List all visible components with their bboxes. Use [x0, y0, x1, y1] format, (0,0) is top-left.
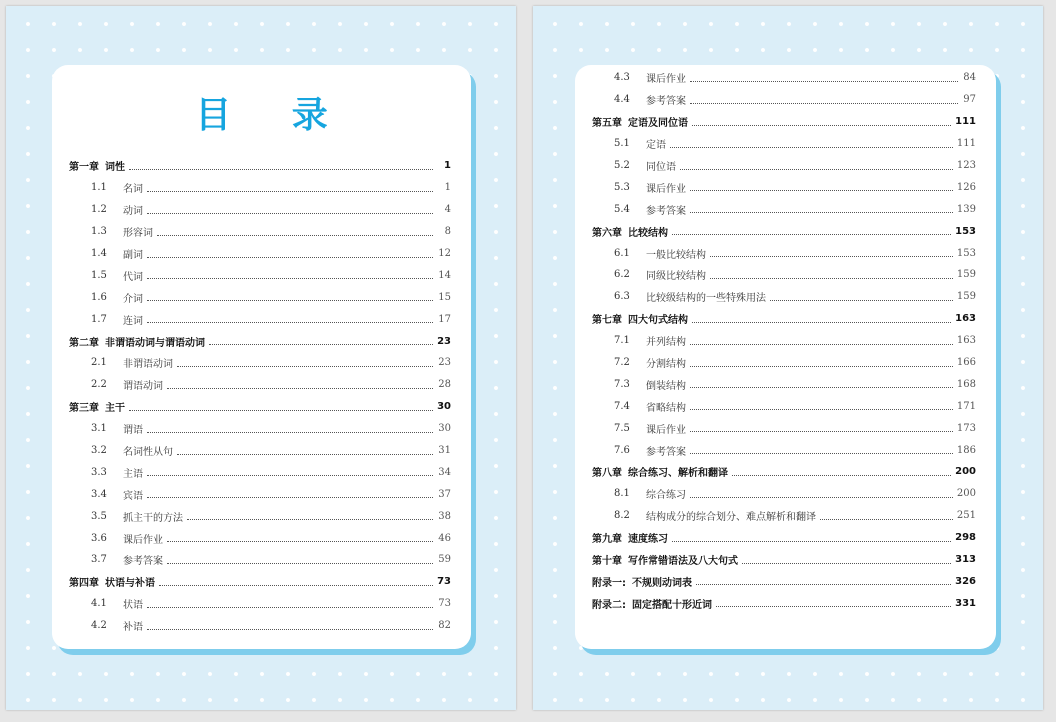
entry-title: 课后作业	[646, 424, 686, 436]
dot-leader	[147, 256, 433, 258]
entry-title: 结构成分的综合划分、难点解析和翻译	[646, 512, 816, 524]
toc-chapter-entry[interactable]	[69, 571, 451, 593]
entry-number: 3.5	[91, 510, 107, 522]
entry-title: 同级比较结构	[646, 271, 706, 283]
entry-page-number: 166	[956, 357, 976, 369]
entry-page-number: 163	[955, 313, 976, 325]
entry-title: 综合练习、解析和翻译	[628, 468, 728, 480]
entry-page-number: 17	[438, 313, 451, 325]
dot-leader	[147, 190, 433, 192]
entry-title: 并列结构	[646, 337, 686, 349]
entry-page-number: 15	[438, 291, 451, 303]
toc-chapter-entry[interactable]	[69, 155, 451, 177]
toc-section-entry[interactable]	[69, 549, 451, 571]
entry-number: 第一章	[69, 162, 99, 174]
entry-page-number: 200	[956, 488, 976, 500]
dot-leader	[129, 409, 433, 411]
toc-section-entry[interactable]	[592, 505, 976, 527]
entry-page-number: 111	[956, 138, 976, 150]
entry-page-number: 168	[956, 378, 976, 390]
entry-number: 6.2	[614, 269, 630, 281]
dot-leader	[147, 431, 433, 433]
entry-page-number: 4	[444, 204, 451, 216]
entry-page-number: 139	[956, 203, 976, 215]
entry-page-number: 14	[438, 269, 451, 281]
entry-number: 1.3	[91, 226, 107, 238]
dot-leader	[670, 146, 953, 148]
entry-page-number: 37	[438, 488, 451, 500]
entry-title: 谓语动词	[123, 381, 163, 393]
toc-section-entry[interactable]	[592, 417, 976, 439]
entry-number: 7.6	[614, 444, 630, 456]
dot-leader	[680, 168, 953, 170]
entry-title: 课后作业	[646, 74, 686, 86]
entry-number: 3.6	[91, 532, 107, 544]
entry-page-number: 1	[444, 160, 451, 172]
entry-title: 课后作业	[123, 534, 163, 546]
entry-page-number: 159	[956, 291, 976, 303]
entry-title: 词性	[105, 162, 125, 174]
entry-page-number: 159	[956, 269, 976, 281]
entry-page-number: 97	[963, 94, 976, 106]
entry-number: 1.6	[91, 291, 107, 303]
entry-number: 第七章	[592, 315, 622, 327]
entry-page-number: 46	[438, 532, 451, 544]
toc-chapter-entry[interactable]	[592, 549, 976, 571]
entry-title: 综合练习	[646, 490, 686, 502]
dot-leader	[690, 386, 953, 388]
entry-title: 固定搭配十形近词	[632, 599, 712, 611]
entry-page-number: 31	[438, 445, 451, 457]
dot-leader	[147, 277, 433, 279]
entry-number: 3.3	[91, 466, 107, 478]
entry-number: 7.1	[614, 335, 630, 347]
dot-leader	[690, 452, 953, 454]
toc-section-entry[interactable]	[592, 439, 976, 461]
dot-leader	[690, 189, 953, 191]
entry-title: 四大句式结构	[628, 315, 688, 327]
dot-leader	[177, 365, 433, 367]
entry-title: 主语	[123, 468, 143, 480]
entry-page-number: 111	[955, 116, 976, 128]
entry-title: 不规则动词表	[632, 577, 692, 589]
dot-leader	[710, 277, 953, 279]
entry-number: 8.1	[614, 488, 630, 500]
entry-page-number: 326	[955, 575, 976, 587]
entry-title: 非谓语动词	[123, 359, 173, 371]
entry-title: 比较结构	[628, 227, 668, 239]
entry-number: 第四章	[69, 578, 99, 590]
entry-number: 4.2	[91, 620, 107, 632]
entry-number: 5.3	[614, 181, 630, 193]
entry-number: 3.7	[91, 554, 107, 566]
entry-number: 第五章	[592, 118, 622, 130]
toc-chapter-entry[interactable]	[592, 592, 976, 614]
toc-section-entry[interactable]	[592, 352, 976, 374]
entry-title: 分割结构	[646, 359, 686, 371]
entry-page-number: 251	[956, 510, 976, 522]
entry-number: 8.2	[614, 510, 630, 522]
dot-leader	[710, 255, 953, 257]
toc-section-entry[interactable]	[69, 221, 451, 243]
toc-section-entry[interactable]	[592, 89, 976, 111]
entry-title: 状语与补语	[105, 578, 155, 590]
toc-section-entry[interactable]	[69, 177, 451, 199]
entry-title: 宾语	[123, 490, 143, 502]
dot-leader	[696, 583, 951, 585]
entry-page-number: 313	[955, 554, 976, 566]
dot-leader	[147, 321, 433, 323]
entry-page-number: 186	[956, 444, 976, 456]
dot-leader	[157, 234, 433, 236]
entry-page-number: 126	[956, 181, 976, 193]
toc-section-entry[interactable]	[69, 264, 451, 286]
toc-section-entry[interactable]	[592, 133, 976, 155]
entry-title: 参考答案	[646, 96, 686, 108]
toc-section-entry[interactable]	[69, 199, 451, 221]
entry-number: 1.7	[91, 313, 107, 325]
toc-section-entry[interactable]	[69, 308, 451, 330]
dot-leader	[672, 233, 951, 235]
toc-chapter-entry[interactable]	[592, 111, 976, 133]
toc-section-entry[interactable]	[69, 483, 451, 505]
dot-leader	[690, 430, 953, 432]
toc-list-right	[592, 67, 976, 614]
toc-section-entry[interactable]	[69, 505, 451, 527]
entry-title: 抓主干的方法	[123, 512, 183, 524]
entry-title: 同位语	[646, 162, 676, 173]
entry-page-number: 23	[437, 335, 451, 347]
entry-title: 比较级结构的一些特殊用法	[646, 293, 766, 305]
dot-leader	[820, 518, 953, 520]
entry-number: 3.2	[91, 445, 107, 457]
toc-section-entry[interactable]	[69, 418, 451, 440]
toc-section-entry[interactable]	[69, 615, 451, 637]
entry-page-number: 59	[438, 554, 451, 566]
toc-section-entry[interactable]	[592, 330, 976, 352]
entry-number: 第二章	[69, 337, 99, 349]
entry-page-number: 1	[444, 182, 451, 194]
toc-section-entry[interactable]	[69, 593, 451, 615]
entry-number: 1.2	[91, 204, 107, 216]
entry-number: 附录二:	[592, 599, 626, 611]
entry-page-number: 84	[963, 72, 976, 84]
dot-leader	[690, 211, 953, 213]
entry-title: 谓语	[123, 425, 143, 437]
entry-title: 形容词	[123, 228, 153, 240]
entry-number: 6.3	[614, 291, 630, 303]
toc-section-entry[interactable]	[69, 352, 451, 374]
dot-leader	[690, 80, 958, 82]
toc-list-left	[69, 155, 451, 637]
entry-page-number: 34	[438, 466, 451, 478]
toc-section-entry[interactable]	[592, 176, 976, 198]
toc-section-entry[interactable]	[69, 440, 451, 462]
toc-chapter-entry[interactable]	[592, 570, 976, 592]
toc-section-entry[interactable]	[69, 527, 451, 549]
entry-title: 主干	[105, 403, 125, 415]
entry-number: 4.3	[614, 72, 630, 84]
entry-page-number: 82	[438, 620, 451, 632]
entry-number: 第六章	[592, 227, 622, 239]
toc-card-left	[52, 65, 471, 649]
entry-number: 4.4	[614, 94, 630, 106]
entry-page-number: 12	[438, 248, 451, 259]
dot-leader	[147, 212, 433, 214]
entry-page-number: 73	[438, 598, 451, 610]
entry-title: 连词	[123, 315, 143, 327]
dot-leader	[167, 562, 433, 564]
toc-card-right	[575, 65, 996, 649]
entry-number: 5.1	[614, 138, 630, 150]
entry-number: 2.1	[91, 357, 107, 369]
toc-section-entry[interactable]	[592, 242, 976, 264]
entry-page-number: 153	[955, 225, 976, 237]
dot-leader	[147, 606, 433, 608]
entry-title: 非谓语动词与谓语动词	[105, 337, 205, 349]
dot-leader	[742, 562, 951, 564]
entry-number: 4.1	[91, 598, 107, 610]
left-page	[6, 6, 516, 710]
entry-page-number: 163	[956, 335, 976, 347]
entry-page-number: 30	[437, 401, 451, 413]
entry-title: 代词	[123, 271, 143, 283]
toc-chapter-entry[interactable]	[592, 527, 976, 549]
entry-title: 补语	[123, 622, 143, 634]
entry-number: 第三章	[69, 403, 99, 415]
entry-page-number: 200	[955, 466, 976, 478]
entry-page-number: 331	[955, 597, 976, 609]
entry-title: 介词	[123, 293, 143, 305]
entry-page-number: 298	[955, 532, 976, 544]
entry-page-number: 173	[956, 422, 976, 434]
toc-chapter-entry[interactable]	[592, 461, 976, 483]
dot-leader	[147, 496, 433, 498]
entry-title: 动词	[123, 206, 143, 218]
entry-page-number: 30	[438, 423, 451, 435]
dot-leader	[690, 408, 953, 410]
entry-page-number: 38	[438, 510, 451, 522]
dot-leader	[147, 474, 433, 476]
entry-title: 课后作业	[646, 183, 686, 195]
entry-number: 7.4	[614, 400, 630, 412]
entry-page-number: 8	[444, 226, 451, 238]
entry-title: 副词	[123, 250, 143, 261]
dot-leader	[692, 321, 951, 323]
dot-leader	[209, 343, 433, 345]
entry-page-number: 23	[438, 357, 451, 369]
toc-chapter-entry[interactable]	[69, 396, 451, 418]
dot-leader	[672, 540, 951, 542]
entry-title: 速度练习	[628, 534, 668, 546]
dot-leader	[167, 540, 433, 542]
toc-section-entry[interactable]	[69, 243, 451, 265]
entry-title: 省略结构	[646, 402, 686, 414]
entry-number: 5.4	[614, 203, 630, 215]
entry-number: 第八章	[592, 468, 622, 480]
entry-number: 第九章	[592, 534, 622, 546]
entry-page-number: 153	[956, 247, 976, 259]
entry-title: 参考答案	[646, 205, 686, 217]
right-page	[533, 6, 1043, 710]
toc-chapter-entry[interactable]	[592, 308, 976, 330]
entry-number: 5.2	[614, 160, 630, 171]
toc-section-entry[interactable]	[69, 286, 451, 308]
toc-section-entry[interactable]	[592, 67, 976, 89]
entry-number: 1.1	[91, 182, 107, 194]
toc-section-entry[interactable]	[69, 461, 451, 483]
dot-leader	[177, 453, 433, 455]
toc-section-entry[interactable]	[592, 483, 976, 505]
dot-leader	[167, 387, 433, 389]
entry-page-number: 171	[956, 400, 976, 412]
entry-number: 3.1	[91, 423, 107, 435]
entry-title: 参考答案	[123, 556, 163, 568]
entry-title: 参考答案	[646, 446, 686, 458]
entry-title: 定语	[646, 140, 666, 152]
dot-leader	[187, 518, 433, 520]
dot-leader	[690, 102, 958, 104]
dot-leader	[770, 299, 953, 301]
entry-number: 3.4	[91, 488, 107, 500]
dot-leader	[716, 605, 951, 607]
dot-leader	[159, 584, 433, 586]
dot-leader	[690, 496, 953, 498]
entry-number: 7.2	[614, 357, 630, 369]
dot-leader	[692, 124, 951, 126]
entry-number: 6.1	[614, 247, 630, 259]
toc-chapter-entry[interactable]	[69, 330, 451, 352]
entry-number: 第十章	[592, 556, 622, 568]
toc-section-entry[interactable]	[69, 374, 451, 396]
toc-section-entry[interactable]	[592, 198, 976, 220]
entry-number: 7.3	[614, 378, 630, 390]
dot-leader	[147, 628, 433, 630]
entry-number: 7.5	[614, 422, 630, 434]
entry-number: 2.2	[91, 379, 107, 391]
toc-chapter-entry[interactable]	[592, 220, 976, 242]
dot-leader	[690, 365, 953, 367]
entry-number: 附录一:	[592, 577, 626, 589]
dot-leader	[732, 474, 951, 476]
entry-title: 状语	[123, 600, 143, 612]
toc-section-entry[interactable]	[592, 286, 976, 308]
toc-section-entry[interactable]	[592, 264, 976, 286]
entry-title: 定语及同位语	[628, 118, 688, 130]
entry-number: 1.5	[91, 269, 107, 281]
entry-page-number: 28	[438, 379, 451, 391]
entry-title: 名词性从句	[123, 447, 173, 459]
dot-leader	[129, 168, 433, 170]
entry-title: 倒装结构	[646, 380, 686, 392]
dot-leader	[147, 299, 433, 301]
entry-page-number: 123	[956, 160, 976, 171]
entry-title: 写作常错语法及八大句式	[628, 556, 738, 568]
dot-leader	[690, 343, 953, 345]
entry-title: 名词	[123, 184, 143, 196]
entry-page-number: 73	[437, 576, 451, 588]
toc-title: 目 录	[195, 95, 352, 136]
entry-title: 一般比较结构	[646, 249, 706, 261]
toc-section-entry[interactable]	[592, 373, 976, 395]
entry-number: 1.4	[91, 248, 107, 259]
toc-section-entry[interactable]	[592, 155, 976, 177]
toc-section-entry[interactable]	[592, 395, 976, 417]
